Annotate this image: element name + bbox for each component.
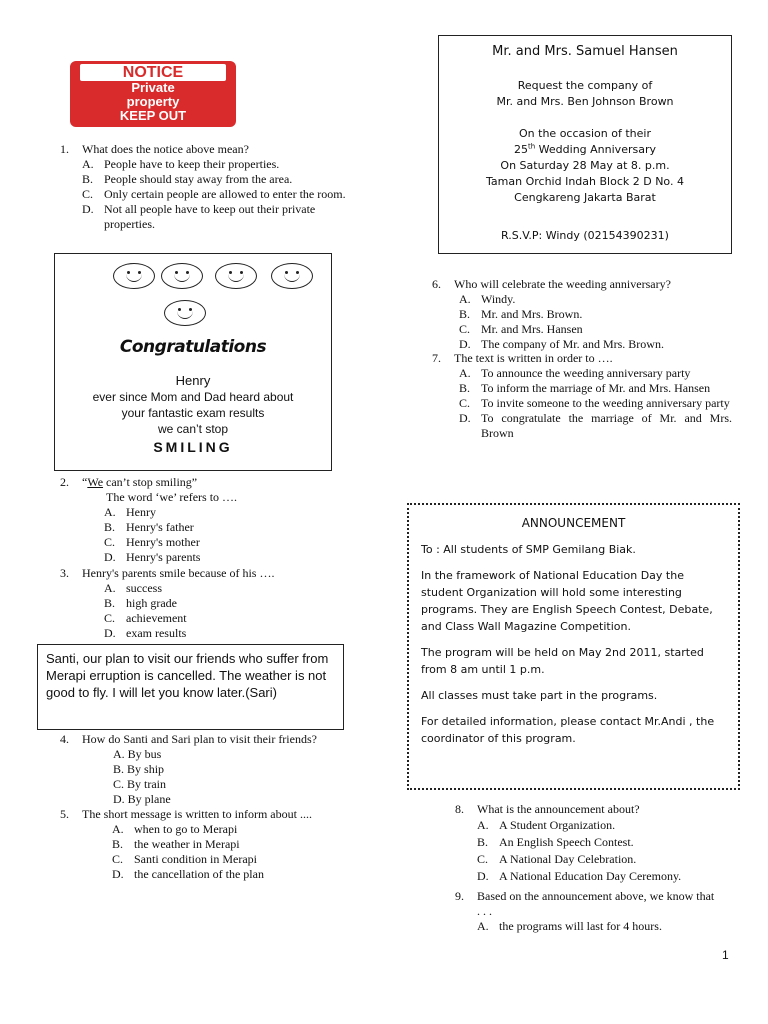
question-text: Based on the announcement above, we know that . . . [477, 889, 715, 918]
smiley-icon [161, 263, 203, 289]
answer-option: C. Mr. and Mrs. Hansen [459, 322, 583, 336]
invitation-card [438, 35, 732, 254]
smiley-icon [113, 263, 155, 289]
question-text: The text is written in order to …. [454, 351, 613, 365]
question-text: “We can’t stop smiling” [82, 475, 198, 489]
answer-option: C. Only certain people are allowed to enter the room. [82, 187, 346, 201]
question-8 [455, 802, 745, 885]
answer-option: D. the cancellation of the plan [112, 867, 264, 881]
smiley-icon [271, 263, 313, 289]
question-text: What is the announcement about? [477, 802, 640, 816]
question-text: The short message is written to inform about .... [82, 807, 312, 821]
answer-option: B. Henry's father [104, 520, 194, 534]
announcement-recipient: To : All students of SMP Gemilang Biak. [421, 543, 636, 556]
answer-option: C. Santi condition in Merapi [112, 852, 257, 866]
question-6 [432, 277, 732, 352]
question-number: 7. [432, 351, 441, 365]
answer-option: D. Not all people have to keep out their private properties. [82, 202, 316, 231]
answer-option: A. To announce the weeding anniversary party [459, 366, 691, 380]
question-1 [60, 142, 350, 232]
question-number: 4. [60, 732, 69, 746]
answer-option: A. People have to keep their properties. [82, 157, 280, 171]
invitation-body: Request the company of Mr. and Mrs. Ben Johnson Brown On the occasion of their 25th Wedding Anniversary On Saturday 28 May at 8. p.m. Taman Orchid Indah Block 2 D No. 4 Cengkareng Jakarta Barat [486, 79, 684, 204]
answer-option: C. By train [113, 777, 167, 791]
announcement-paragraph: For detailed information, please contact Mr.Andi , the coordinator of this program. [421, 715, 715, 745]
card-smiling: SMILING [153, 439, 233, 455]
answer-option: B. high grade [104, 596, 177, 610]
congratulations-card [54, 253, 332, 471]
question-number: 3. [60, 566, 69, 580]
short-message-box: Santi, our plan to visit our friends who suffer from Merapi erruption is cancelled. The weather is not good to fly. I will let you know later.(Sari) [37, 644, 344, 730]
answer-option: B. To inform the marriage of Mr. and Mrs. Hansen [459, 381, 711, 395]
answer-option: A. A Student Organization. [477, 818, 616, 832]
answer-option: A. the programs will last for 4 hours. [477, 919, 662, 933]
answer-option: B. By ship [113, 762, 165, 776]
answer-option: D. Henry's parents [104, 550, 201, 564]
answer-option: D. exam results [104, 626, 187, 640]
question-number: 9. [455, 889, 464, 903]
answer-option: A. success [104, 581, 162, 595]
announcement-paragraph: All classes must take part in the programs. [421, 689, 658, 702]
announcement-title: ANNOUNCEMENT [521, 516, 626, 530]
answer-option: D. By plane [113, 792, 171, 806]
question-3 [60, 566, 350, 641]
question-number: 5. [60, 807, 69, 821]
notice-heading: NOTICE [80, 64, 226, 81]
answer-option: C. To invite someone to the weeding anniversary party [459, 396, 730, 410]
notice-line: property [126, 94, 180, 109]
question-2 [60, 475, 350, 565]
announcement-box [407, 503, 740, 790]
smiley-icon [215, 263, 257, 289]
answer-option: D. A National Education Day Ceremony. [477, 869, 682, 883]
answer-option: A. By bus [113, 747, 162, 761]
answer-option: B. the weather in Merapi [112, 837, 240, 851]
question-4 [60, 732, 360, 807]
answer-option: C. Henry's mother [104, 535, 200, 549]
card-message: Henry ever since Mom and Dad heard about your fantastic exam results we can’t stop [92, 373, 294, 436]
question-number: 6. [432, 277, 441, 291]
announcement-paragraph: In the framework of National Education Day the student Organization will hold some interesting programs. They are English Speech Contest, Debate, and Class Wall Magazine Competition. [421, 569, 713, 633]
answer-option: A. when to go to Merapi [112, 822, 238, 836]
announcement-paragraph: The program will be held on May 2nd 2011, started from 8 am until 1 p.m. [421, 646, 704, 676]
answer-option: B. Mr. and Mrs. Brown. [459, 307, 583, 321]
question-number: 8. [455, 802, 464, 816]
answer-option: D. The company of Mr. and Mrs. Brown. [459, 337, 664, 351]
answer-option: D. To congratulate the marriage of Mr. and Mrs. Brown [459, 411, 732, 440]
question-subtext: The word ‘we’ refers to …. [106, 490, 238, 504]
question-9 [455, 889, 715, 934]
invitation-title: Mr. and Mrs. Samuel Hansen [492, 44, 678, 59]
question-text: Who will celebrate the weeding anniversary? [454, 277, 671, 291]
question-5 [60, 807, 360, 882]
answer-option: A. Henry [104, 505, 156, 519]
answer-option: C. A National Day Celebration. [477, 852, 637, 866]
page-number: 1 [722, 948, 729, 962]
question-text: How do Santi and Sari plan to visit their friends? [82, 732, 317, 746]
question-7 [432, 351, 732, 441]
invitation-rsvp: R.S.V.P: Windy (02154390231) [501, 229, 669, 242]
card-title: Congratulations [119, 337, 267, 357]
notice-line: KEEP OUT [119, 108, 187, 123]
answer-option: A. Windy. [459, 292, 516, 306]
question-number: 2. [60, 475, 69, 489]
answer-option: B. People should stay away from the area. [82, 172, 293, 186]
answer-option: C. achievement [104, 611, 187, 625]
notice-line: Private [131, 80, 175, 95]
question-number: 1. [60, 142, 69, 156]
question-text: Henry's parents smile because of his …. [82, 566, 275, 580]
answer-option: B. An English Speech Contest. [477, 835, 634, 849]
question-text: What does the notice above mean? [82, 142, 249, 156]
notice-sign [70, 61, 236, 127]
smiley-icon [164, 300, 206, 326]
